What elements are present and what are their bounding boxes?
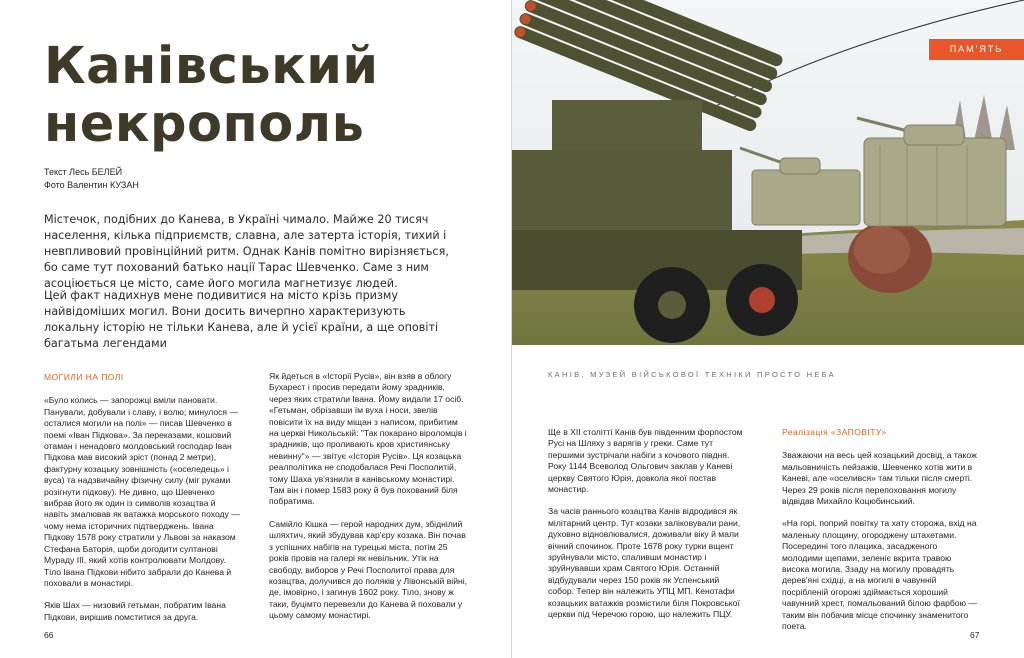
section-heading-testament: Реалізація «ЗАПОВІТУ»	[782, 427, 887, 437]
column-2-paragraph-1: Як йдеться в «Історії Русів», він взяв в облогу Бухарест і просив передати йому зрадників, через яких стратили Івана. Йому видали 17 осіб. «Гетьман, обрізавши їм вуха і носи, звелів повісити їх на виду міщан з написом, прибитим на церкві Никольській: "Так покарано віроломців і зрадників, що проливають кров християнську невинну"» — звітує «Історія Русів». Ця козацька реалполітика не сподобалася Речі Посполитій, тому Шаха ув'язнили в канівському монастирі. Там він і помер 1583 року й був похований біля побратима.	[269, 371, 467, 507]
column-3-paragraph-1: Ще в XII столітті Канів був південним форпостом Русі на Шляху з варягів у греки. Саме тут першими зустрічали набіги з кочового півдня. Року 1144 Всеволод Ольгович заклав у Каневі церкву Святого Юрія, довкола якої постав монастир.	[548, 427, 743, 495]
title-line-1: Канівський	[44, 37, 379, 96]
lead-paragraph-1: Містечок, подібних до Канева, в Україні чимало. Майже 20 тисяч населення, кілька підприємств, славна, але затерта історія, тихий і невпливовий провінційний ритм. Однак Канів помітно вирізняється, бо саме тут похований батько нації Тарас Шевченко. Саме з ним асоціюється це місто, саме його могила магнетизує людей.	[44, 213, 449, 290]
photo-credit: Фото Валентин КУЗАН	[44, 180, 139, 190]
section-heading-graves: МОГИЛИ НА ПОЛІ	[44, 372, 124, 382]
column-4-paragraph-1: Зважаючи на весь цей козацький досвід, а також мальовничість пейзажів, Шевченко хотів жити в Каневі, але «оселився» там тільки після смерті. Через 29 років після перепоховання могилу відвідав Михайло Коцюбинський.	[782, 450, 977, 507]
lead-paragraph-2: Цей факт надихнув мене подивитися на місто крізь призму найвідоміших могил. Вони досить вичерпно характеризують локальну історію не тільки Канева, але й усієї країни, а ще оповіті багатьма легендами	[44, 289, 439, 350]
column-1-paragraph-1: «Було колись — запорожці вміли пановати. Панували, добували і славу, і волю; минулося — осталися могили на полі» — писав Шевченко в поемі «Іван Підкова». За переказами, кошовий отаман і ненадовго молдовський господар Іван Підкова мав високий зріст (понад 2 метри), фактурну козацьку зовнішність («оселедець» і вуса) та надзвичайну фізичну силу (міг руками розігнути підкову). Не дивно, що Шевченко вибрав його як один із символів козацтва й навіть змалював як ватажка морського походу — чому нема історичних підтверджень. Івана Підкову 1578 року стратили у Львові за наказом Стефана Баторія, щоби догодити султанові Мураду ІІІ, який хотів контролювати Молдову. Тіло Івана Підкови нібито забрали до Канева й поховали в монастирі.	[44, 395, 240, 588]
credits	[44, 166, 139, 192]
text-credit: Текст Лесь БЕЛЕЙ	[44, 167, 123, 177]
column-3	[548, 427, 744, 632]
right-page	[512, 0, 1024, 658]
photo-caption: КАНІВ, МУЗЕЙ ВІЙСЬКОВОЇ ТЕХНІКИ ПРОСТО НЕБА	[548, 370, 836, 379]
column-3-paragraph-2: За часів раннього козацтва Канів відродився як мілітарний центр. Тут козаки заліковували рани, духовно відновлювалися, доживали віку й мали вічний спочинок. Проте 1678 року турки вщент зруйнували місто, спаливши монастир і зруйнувавши храм Святого Юрія. Останній відбудували через 150 років як Успенський собор. Тепер він належить УПЦ МП. Кенотафи козацьких ватажків розмістили біля Покровської церкви під Черечою горою, що належить ПЦУ.	[548, 506, 741, 620]
column-1	[44, 372, 241, 634]
column-4-paragraph-2: «На горі, поприй повітку та хату сторожа, вхід на маленьку площину, огороджену штахетами. Посередині того плацика, засадженого молодими щепами, зеленіє вкрита травою висока могила. Ззаду на могилу провадять дерев'яні східці, а на могилі в чавунній посрібленій огорожі здіймається хороший чавунний хрест, помальований білою фарбою — таким він побачив місце спочинку знаменитого поета.	[782, 518, 978, 632]
page-number-right: 67	[970, 630, 980, 640]
column-4	[782, 427, 980, 644]
section-badge: ПАМ'ЯТЬ	[929, 39, 1024, 60]
article-title	[44, 38, 379, 154]
column-2-paragraph-2: Самійло Кішка — герой народних дум, збіднілий шляхтич, який збудував кар'єру козака. Він почав з успішних набігів на турецькі міста, потім 25 років провів на галері як невільник. Утік на свободу, виборов у Речі Посполитої права для козацтва, долучився до поляків у Лівонській війні, де, імовірно, і загинув 1602 року. Тіло, знову ж таки, буцімто перевезли до Канева й поховали у цьому самому монастирі.	[269, 518, 468, 621]
page-number-left: 66	[44, 630, 54, 640]
column-2	[269, 371, 469, 633]
column-1-paragraph-2: Яків Шах — низовий гетьман, побратим Івана Підкови, вирішив помститися за друга.	[44, 600, 226, 622]
title-line-2: некрополь	[44, 95, 365, 154]
